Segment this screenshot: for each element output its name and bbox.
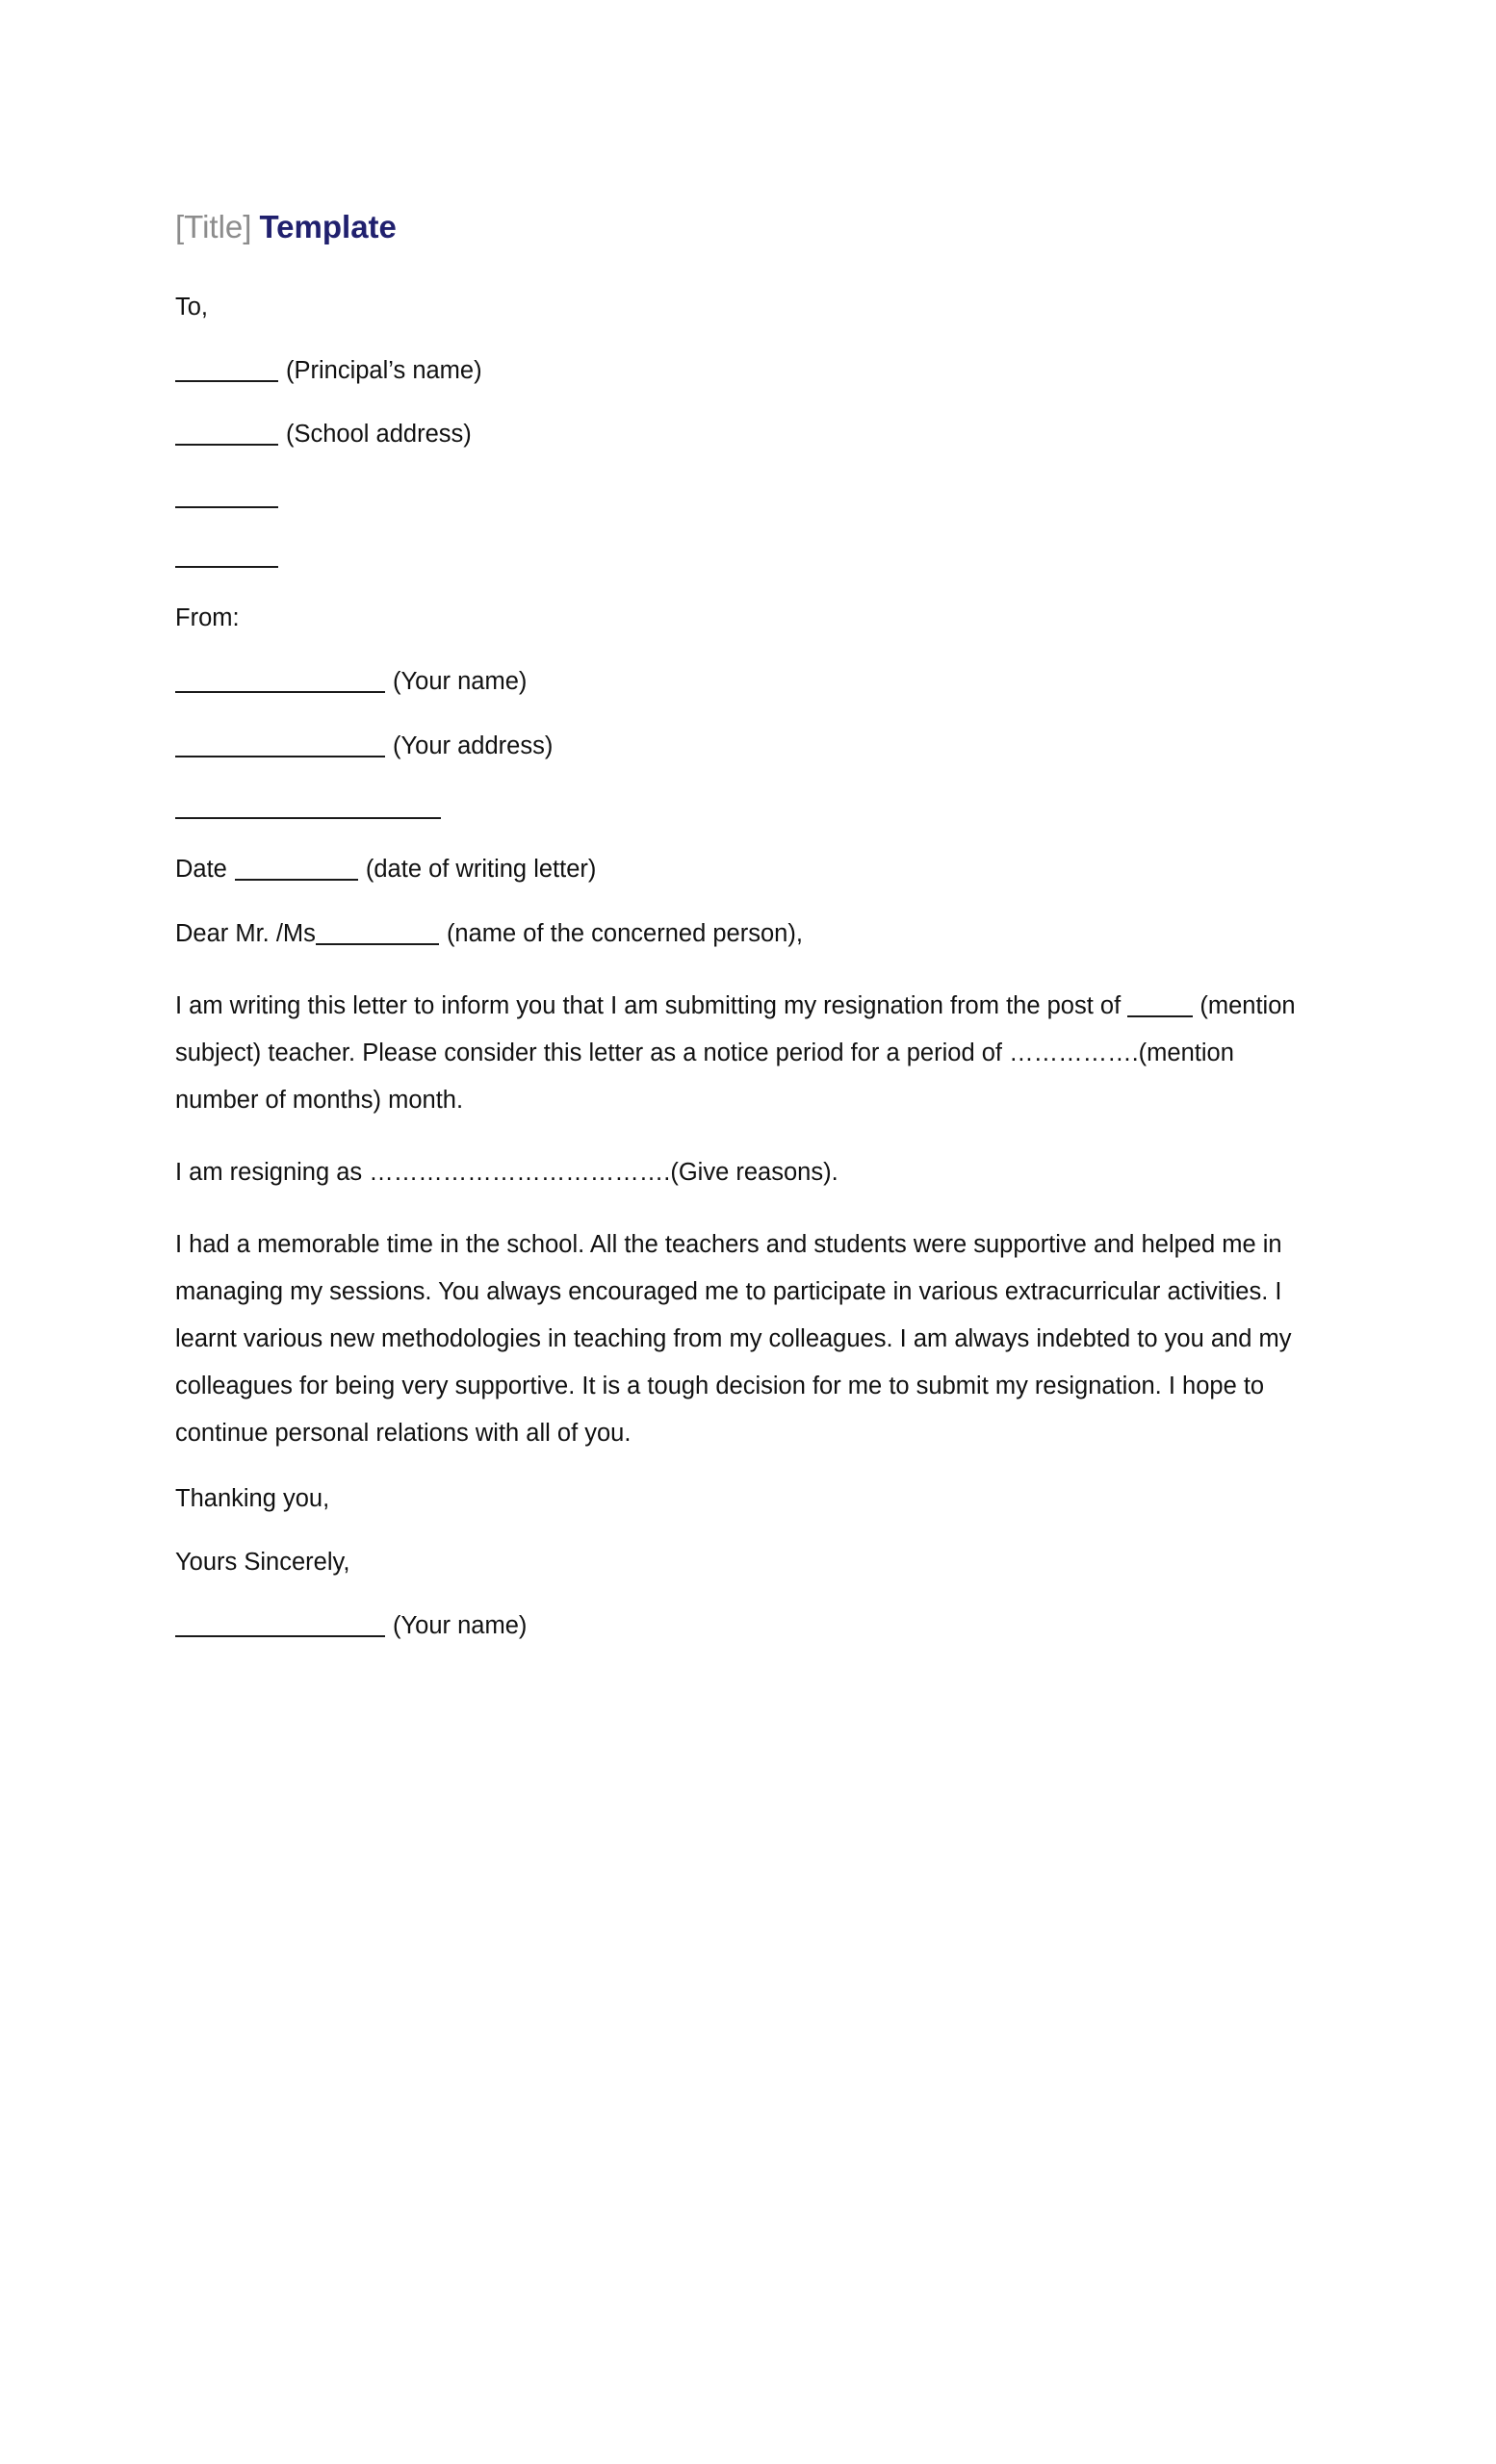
body-paragraph-3: I had a memorable time in the school. All the teachers and students were supportive and helped me in managing my sessions. You always encouraged me to participate in various extracurricular activities. I learnt various new methodologies in teaching from my colleagues. I am always indebted to you and my colleagues for being very supportive. It is a tough decision for me to submit my resignation. I hope to continue personal relations with all of you. — [175, 1230, 1292, 1447]
principal-name-label: (Principal’s name) — [286, 357, 482, 385]
closing-thanking: Thanking you, — [175, 1484, 330, 1512]
letter-body — [175, 208, 1302, 1674]
your-address-blank[interactable] — [175, 738, 385, 757]
salutation-to: To, — [175, 293, 209, 321]
title-word: Template — [259, 209, 397, 244]
school-address-label: (School address) — [286, 421, 472, 449]
page-title — [175, 208, 1302, 246]
signature-label: (Your name) — [393, 1612, 528, 1640]
date-blank[interactable] — [235, 861, 358, 881]
school-address-blank[interactable] — [175, 426, 278, 446]
subject-blank[interactable] — [1127, 998, 1193, 1017]
body-paragraph-2: I am resigning as ……………………………….(Give reasons). — [175, 1158, 838, 1186]
date-label: (date of writing letter) — [365, 856, 597, 884]
recipient-school-address-line — [175, 418, 1302, 450]
signature-line — [175, 1609, 1302, 1642]
sender-blank-extra[interactable] — [175, 800, 441, 819]
date-prefix: Date — [175, 856, 227, 884]
sender-extra-line — [175, 793, 1302, 822]
recipient-extra-line-2 — [175, 542, 1302, 571]
body-p1-part1: I am writing this letter to inform you that I am submitting my resignation from the post of — [175, 991, 1122, 1019]
concerned-person-blank[interactable] — [316, 926, 439, 945]
greeting-label: (name of the concerned person), — [446, 919, 803, 947]
your-address-label: (Your address) — [393, 732, 554, 759]
sender-name-line — [175, 665, 1302, 698]
recipient-extra-line-1 — [175, 482, 1302, 511]
body-p1-part2: (mention subject) teacher. Please consider this letter as a notice period for a period of — [175, 991, 1296, 1066]
your-name-blank[interactable] — [175, 674, 385, 693]
principal-name-blank[interactable] — [175, 363, 278, 382]
your-name-label: (Your name) — [393, 668, 528, 696]
greeting-prefix: Dear Mr. /Ms — [175, 919, 316, 947]
body-p1-part3: …………….(mention number of months) month. — [175, 1039, 1234, 1114]
recipient-blank-2[interactable] — [175, 549, 278, 568]
signature-blank[interactable] — [175, 1618, 385, 1637]
closing-sincerely: Yours Sincerely, — [175, 1548, 350, 1576]
recipient-principal-line — [175, 354, 1302, 387]
sender-heading: From: — [175, 603, 240, 631]
sender-address-line — [175, 730, 1302, 762]
greeting-line — [175, 917, 1302, 950]
body-paragraph-1 — [175, 983, 1297, 1124]
title-placeholder: [Title] — [175, 209, 252, 244]
date-line — [175, 853, 1302, 886]
recipient-blank-1[interactable] — [175, 489, 278, 508]
